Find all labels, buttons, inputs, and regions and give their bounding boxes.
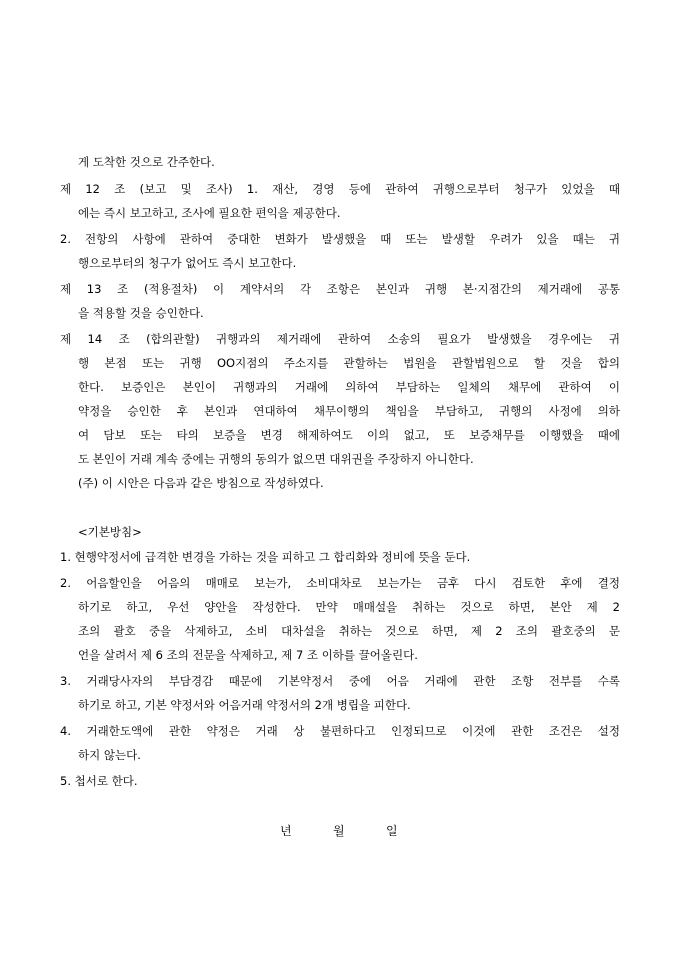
list-item: 1. 현행약정서에 급격한 변경을 가하는 것을 피하고 그 합리화와 정비에 뜻을 둔다. [60, 550, 471, 564]
date-month: 월 [333, 824, 345, 838]
text-line: 여 담보 또는 타의 보증을 변경 해제하여도 이의 없고, 또 보증채무를 이행했을 때에 [78, 428, 620, 442]
date-day: 일 [386, 824, 398, 838]
text-line: 을 적용할 것을 승인한다. [78, 306, 204, 320]
text-line: 하지 않는다. [78, 748, 141, 762]
text-line: 에는 즉시 보고하고, 조사에 필요한 편익을 제공한다. [78, 206, 341, 220]
list-item: 2. 전항의 사항에 관하여 중대한 변화가 발생했을 때 또는 발생할 우려가 있을 때는 귀 [60, 232, 620, 246]
text-line: 하기로 하고, 기본 약정서와 어음거래 약정서의 2개 병립을 피한다. [78, 698, 411, 712]
text-line: 도 본인이 거래 계속 중에는 귀행의 동의가 없으면 대위권을 주장하지 아니한다. [78, 452, 474, 466]
list-item: 3. 거래당사자의 부담경감 때문에 기본약정서 중에 어음 거래에 관한 조항 전부를 수록 [60, 674, 620, 688]
date-year: 년 [280, 824, 292, 838]
note-line: (주) 이 시안은 다음과 같은 방침으로 작성하였다. [78, 476, 324, 490]
text-line: 한다. 보증인은 본인이 귀행과의 거래에 의하여 부담하는 일체의 채무에 관하여 이 [78, 380, 620, 394]
article-12-heading: 제 12 조 (보고 및 조사) 1. 재산, 경영 등에 관하여 귀행으로부터 청구가 있었을 때 [60, 182, 620, 196]
text-line: 조의 괄호 중을 삭제하고, 소비 대차설을 취하는 것으로 하면, 제 2 조의 괄호중의 문 [78, 624, 620, 638]
text-line: 행 본점 또는 귀행 OO지점의 주소지를 관할하는 법원을 관할법원으로 할 것을 합의 [78, 356, 620, 370]
article-13-heading: 제 13 조 (적용절차) 이 계약서의 각 조항은 본인과 귀행 본·지점간의 제거래에 공통 [60, 282, 620, 296]
text-line: 약정을 승인한 후 본인과 연대하여 채무이행의 책임을 부담하고, 귀행의 사정에 의하 [78, 404, 620, 418]
text-line: 언을 살려서 제 6 조의 전문을 삭제하고, 제 7 조 이하를 끌어올린다. [78, 648, 418, 662]
text-line: 행으로부터의 청구가 없어도 즉시 보고한다. [78, 256, 297, 270]
list-item: 4. 거래한도액에 관한 약정은 거래 상 불편하다고 인정되므로 이것에 관한 조건은 설정 [60, 724, 620, 738]
text-line: 게 도착한 것으로 간주한다. [78, 155, 215, 169]
list-item: 2. 어음할인을 어음의 매매로 보는가, 소비대차로 보는가는 금후 다시 검토한 후에 결정 [60, 576, 620, 590]
article-14-heading: 제 14 조 (합의관할) 귀행과의 제거래에 관하여 소송의 필요가 발생했을 경우에는 귀 [60, 332, 620, 346]
text-line: 하기로 하고, 우선 양안을 작성한다. 만약 매매설을 취하는 것으로 하면, 본안 제 2 [78, 600, 620, 614]
section-heading: <기본방침> [78, 525, 142, 539]
list-item: 5. 첩서로 한다. [60, 774, 138, 788]
